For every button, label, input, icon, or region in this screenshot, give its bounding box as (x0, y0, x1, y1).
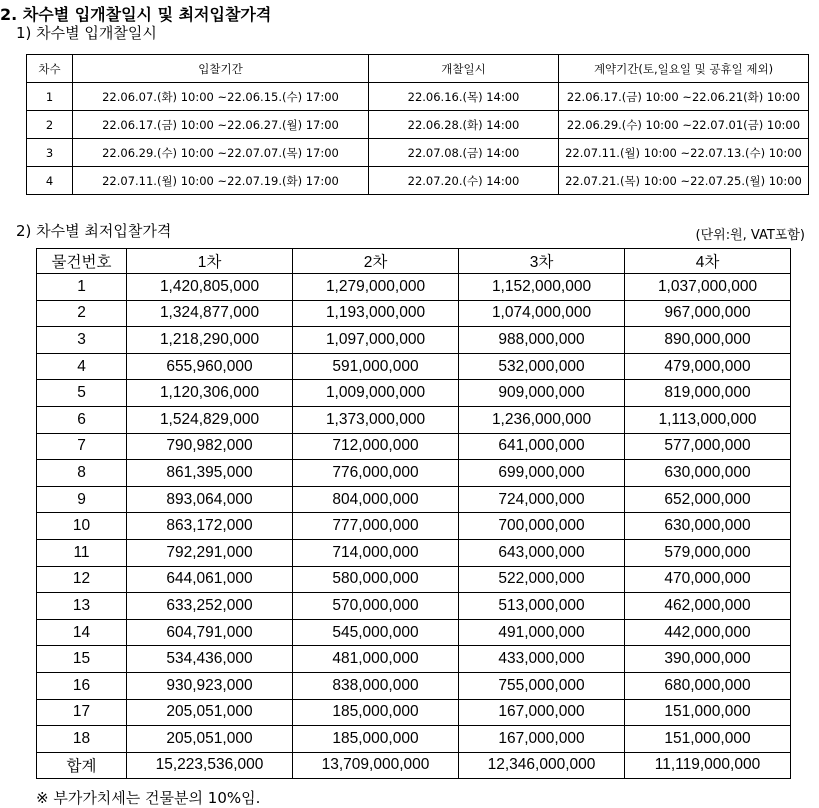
price-row-cell: 1,120,306,000 (127, 380, 293, 407)
price-row-cell: 532,000,000 (459, 353, 625, 380)
price-row-cell: 988,000,000 (459, 327, 625, 354)
price-row-key: 5 (37, 380, 127, 407)
price-row-cell: 863,172,000 (127, 513, 293, 540)
price-row-cell: 652,000,000 (625, 486, 791, 513)
price-row-cell: 792,291,000 (127, 539, 293, 566)
price-row-key: 9 (37, 486, 127, 513)
price-row (37, 593, 791, 620)
price-row-cell: 633,252,000 (127, 593, 293, 620)
header-bid-period: 입찰기간 (73, 55, 369, 83)
price-row (37, 486, 791, 513)
price-row-key: 15 (37, 646, 127, 673)
schedule-row-cell: 22.06.17.(금) 10:00 ~22.06.21(화) 10:00 (559, 83, 809, 111)
price-row-cell: 967,000,000 (625, 300, 791, 327)
header-opening-time: 개찰일시 (369, 55, 559, 83)
min-price-title: 2) 차수별 최저입찰가격 (16, 222, 172, 240)
price-row-cell: 1,524,829,000 (127, 406, 293, 433)
schedule-header-row (27, 55, 809, 83)
price-row-cell: 714,000,000 (293, 539, 459, 566)
price-row-cell: 390,000,000 (625, 646, 791, 673)
total-cell: 11,119,000,000 (625, 752, 791, 779)
header-round: 차수 (27, 55, 73, 83)
price-row-cell: 712,000,000 (293, 433, 459, 460)
price-row-cell: 861,395,000 (127, 460, 293, 487)
price-row-cell: 819,000,000 (625, 380, 791, 407)
schedule-row (27, 167, 809, 195)
price-row (37, 566, 791, 593)
price-row-cell: 205,051,000 (127, 726, 293, 753)
header-round-3: 3차 (459, 249, 625, 274)
schedule-row (27, 83, 809, 111)
price-row (37, 353, 791, 380)
schedule-row (27, 139, 809, 167)
price-row-cell: 604,791,000 (127, 619, 293, 646)
price-row-key: 2 (37, 300, 127, 327)
price-row-cell: 479,000,000 (625, 353, 791, 380)
price-row-key: 11 (37, 539, 127, 566)
price-row-cell: 579,000,000 (625, 539, 791, 566)
header-item-no: 물건번호 (37, 249, 127, 274)
price-row-key: 18 (37, 726, 127, 753)
price-row-cell: 909,000,000 (459, 380, 625, 407)
schedule-row-cell: 22.06.17.(금) 10:00 ~22.06.27.(월) 17:00 (73, 111, 369, 139)
price-row-key: 8 (37, 460, 127, 487)
schedule-row-cell: 22.07.08.(금) 14:00 (369, 139, 559, 167)
price-row-key: 14 (37, 619, 127, 646)
schedule-title: 1) 차수별 입개찰일시 (16, 24, 157, 42)
price-row-cell: 655,960,000 (127, 353, 293, 380)
schedule-row-key: 4 (27, 167, 73, 195)
price-row-cell: 890,000,000 (625, 327, 791, 354)
price-row-cell: 630,000,000 (625, 460, 791, 487)
price-row (37, 619, 791, 646)
price-row-cell: 776,000,000 (293, 460, 459, 487)
price-row-cell: 804,000,000 (293, 486, 459, 513)
price-row-key: 16 (37, 672, 127, 699)
price-row-cell: 481,000,000 (293, 646, 459, 673)
total-row (37, 752, 791, 779)
price-row (37, 726, 791, 753)
price-row-cell: 1,113,000,000 (625, 406, 791, 433)
price-row-key: 13 (37, 593, 127, 620)
price-row-cell: 151,000,000 (625, 699, 791, 726)
price-row-cell: 1,236,000,000 (459, 406, 625, 433)
price-row-cell: 1,218,290,000 (127, 327, 293, 354)
price-header-row (37, 249, 791, 274)
schedule-row-cell: 22.07.20.(수) 14:00 (369, 167, 559, 195)
price-row (37, 699, 791, 726)
price-row-cell: 185,000,000 (293, 726, 459, 753)
schedule-row-key: 3 (27, 139, 73, 167)
price-row-key: 3 (37, 327, 127, 354)
price-row-cell: 513,000,000 (459, 593, 625, 620)
total-cell: 13,709,000,000 (293, 752, 459, 779)
price-row-cell: 643,000,000 (459, 539, 625, 566)
schedule-row (27, 111, 809, 139)
header-round-1: 1차 (127, 249, 293, 274)
schedule-row-cell: 22.07.11.(월) 10:00 ~22.07.19.(화) 17:00 (73, 167, 369, 195)
price-row-cell: 1,037,000,000 (625, 274, 791, 301)
price-row-cell: 491,000,000 (459, 619, 625, 646)
price-row-cell: 570,000,000 (293, 593, 459, 620)
price-row-cell: 699,000,000 (459, 460, 625, 487)
price-row-cell: 205,051,000 (127, 699, 293, 726)
price-row-cell: 790,982,000 (127, 433, 293, 460)
price-row-cell: 1,279,000,000 (293, 274, 459, 301)
price-row-key: 12 (37, 566, 127, 593)
price-row-cell: 522,000,000 (459, 566, 625, 593)
price-row-cell: 1,152,000,000 (459, 274, 625, 301)
schedule-row-cell: 22.06.29.(수) 10:00 ~22.07.01(금) 10:00 (559, 111, 809, 139)
price-row-key: 17 (37, 699, 127, 726)
header-contract-period: 계약기간(토,일요일 및 공휴일 제외) (559, 55, 809, 83)
price-row-cell: 167,000,000 (459, 699, 625, 726)
price-row-cell: 534,436,000 (127, 646, 293, 673)
price-row-cell: 433,000,000 (459, 646, 625, 673)
price-row (37, 672, 791, 699)
price-row (37, 327, 791, 354)
price-row (37, 460, 791, 487)
schedule-row-cell: 22.07.21.(목) 10:00 ~22.07.25.(월) 10:00 (559, 167, 809, 195)
price-row-cell: 591,000,000 (293, 353, 459, 380)
footnote: ※ 부가가치세는 건물분의 10%임. (36, 789, 261, 807)
price-row-key: 1 (37, 274, 127, 301)
schedule-row-key: 1 (27, 83, 73, 111)
total-label: 합계 (37, 752, 127, 779)
price-row-cell: 580,000,000 (293, 566, 459, 593)
price-row (37, 539, 791, 566)
price-row-cell: 1,009,000,000 (293, 380, 459, 407)
price-row-cell: 724,000,000 (459, 486, 625, 513)
price-row-cell: 167,000,000 (459, 726, 625, 753)
price-row-cell: 185,000,000 (293, 699, 459, 726)
price-row (37, 646, 791, 673)
price-row-key: 10 (37, 513, 127, 540)
price-row-cell: 1,074,000,000 (459, 300, 625, 327)
schedule-row-cell: 22.07.11.(월) 10:00 ~22.07.13.(수) 10:00 (559, 139, 809, 167)
price-row (37, 380, 791, 407)
price-row-cell: 1,420,805,000 (127, 274, 293, 301)
price-row-cell: 1,097,000,000 (293, 327, 459, 354)
price-row-cell: 755,000,000 (459, 672, 625, 699)
price-row (37, 433, 791, 460)
price-row-cell: 545,000,000 (293, 619, 459, 646)
price-row-cell: 1,193,000,000 (293, 300, 459, 327)
price-row-cell: 577,000,000 (625, 433, 791, 460)
schedule-body (27, 83, 809, 195)
price-row-cell: 893,064,000 (127, 486, 293, 513)
schedule-row-cell: 22.06.07.(화) 10:00 ~22.06.15.(수) 17:00 (73, 83, 369, 111)
price-row-cell: 1,373,000,000 (293, 406, 459, 433)
schedule-row-cell: 22.06.29.(수) 10:00 ~22.07.07.(목) 17:00 (73, 139, 369, 167)
price-row-key: 7 (37, 433, 127, 460)
price-row-cell: 680,000,000 (625, 672, 791, 699)
price-body (37, 274, 791, 753)
price-row-cell: 630,000,000 (625, 513, 791, 540)
price-row-cell: 930,923,000 (127, 672, 293, 699)
total-cell: 15,223,536,000 (127, 752, 293, 779)
price-row-cell: 442,000,000 (625, 619, 791, 646)
price-row (37, 406, 791, 433)
price-row-cell: 777,000,000 (293, 513, 459, 540)
price-row (37, 274, 791, 301)
price-row-cell: 641,000,000 (459, 433, 625, 460)
price-row-cell: 838,000,000 (293, 672, 459, 699)
schedule-table (26, 54, 809, 195)
price-row-cell: 470,000,000 (625, 566, 791, 593)
schedule-row-cell: 22.06.28.(화) 14:00 (369, 111, 559, 139)
price-row-cell: 1,324,877,000 (127, 300, 293, 327)
price-row-cell: 644,061,000 (127, 566, 293, 593)
price-row-key: 4 (37, 353, 127, 380)
price-row (37, 300, 791, 327)
price-row (37, 513, 791, 540)
schedule-row-cell: 22.06.16.(목) 14:00 (369, 83, 559, 111)
price-row-cell: 151,000,000 (625, 726, 791, 753)
min-price-table (36, 248, 791, 779)
header-round-2: 2차 (293, 249, 459, 274)
price-row-cell: 462,000,000 (625, 593, 791, 620)
total-cell: 12,346,000,000 (459, 752, 625, 779)
schedule-row-key: 2 (27, 111, 73, 139)
price-row-key: 6 (37, 406, 127, 433)
price-row-cell: 700,000,000 (459, 513, 625, 540)
unit-note: (단위:원, VAT포함) (695, 228, 805, 243)
header-round-4: 4차 (625, 249, 791, 274)
section-heading: 2. 차수별 입개찰일시 및 최저입찰가격 (0, 5, 272, 24)
